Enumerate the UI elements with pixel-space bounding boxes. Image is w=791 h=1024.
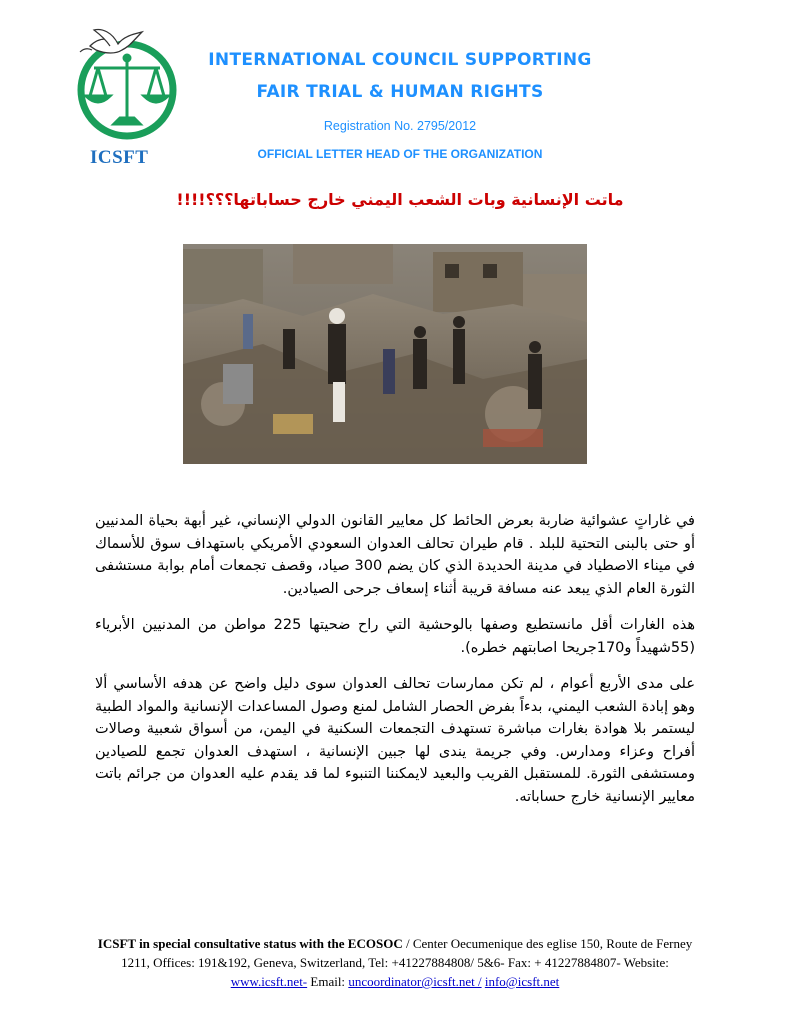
website-link[interactable]: www.icsft.net- [230, 974, 308, 989]
footer-email-label: Email: [307, 974, 349, 989]
article-photo [183, 244, 587, 464]
article-paragraph-1: في غاراتٍ عشوائية ضاربة بعرض الحائط كل معايير القانون الدولي الإنساني، غير أبهة بحياة المدنيين أو حتى بالبنى التحتية للبلد . قام طيران تحالف العدوان السعودي الأمريكي باستهداف سوق للأسماك في ميناء الاصطياد في مدينة الحديدة الذي كان يضم 300 صياد، وقصف تجمعات أمام بوابة مستشفى الثورة العام الذي يبعد عنه مسافة قريبة أثناء إسعاف جرحى الصيادين. [95, 513, 695, 597]
email-link-info[interactable]: info@icsft.net [484, 974, 560, 989]
article-headline: ماتت الإنسانية وبات الشعب اليمني خارج حساباتها؟؟؟!!!! [176, 190, 624, 209]
organization-name-line2: FAIR TRIAL & HUMAN RIGHTS [256, 82, 544, 102]
footer-address: / Center Oecumenique des eglise 150, Route de Ferney 1211, Offices: 191&192, Geneva, Switzerland, Tel: +41227884808/ 5&6- Fax: + 41227884807- Website: [121, 936, 693, 970]
email-link-coordinator[interactable]: uncoordinator@icsft.net / [348, 974, 482, 989]
letter-footer [95, 934, 695, 991]
logo-graphic [72, 28, 182, 148]
article-paragraph-3: على مدى الأربع أعوام ، لم تكن ممارسات تحالف العدوان سوى دليل واضح عن هدفه الأساسي ألا وهو إبادة الشعب اليمني، بدءاً بفرض الحصار الشامل لمنع وصول المساعدات الإنسانية والمواد الطبية ليستمر بلا هوادة بغارات مباشرة تستهدف التجمعات السكنية في اليمن، من أسواق شعبية وصالات أفراح وعزاء ومدارس. وفي جريمة يندى لها جبين الإنسانية ، استهدف العدوان تجمع للصيادين ومستشفى الثورة. للمستقبل القريب والبعيد لايمكننا التنبوء لما قد يقدم عليه العدوان من جرائم باتت معايير الإنسانية خارج حساباته. [95, 676, 695, 805]
footer-status: ICSFT in special consultative status with the ECOSOC [97, 936, 403, 951]
organization-name-line1: INTERNATIONAL COUNCIL SUPPORTING [208, 50, 592, 70]
registration-number: Registration No. 2795/2012 [323, 119, 477, 133]
letterhead-label: OFFICIAL LETTER HEAD OF THE ORGANIZATION [257, 147, 543, 161]
logo-acronym: ICSFT [90, 147, 149, 168]
article-body [95, 510, 695, 822]
article-paragraph-2: هذه الغارات أقل مانستطيع وصفها بالوحشية التي راح ضحيتها 225 مواطن من المدنيين الأبرياء (55شهيداً و170جريحا اصابتهم خطره). [95, 617, 695, 656]
dove-icon [80, 30, 142, 53]
scales-of-justice-icon [86, 55, 168, 124]
